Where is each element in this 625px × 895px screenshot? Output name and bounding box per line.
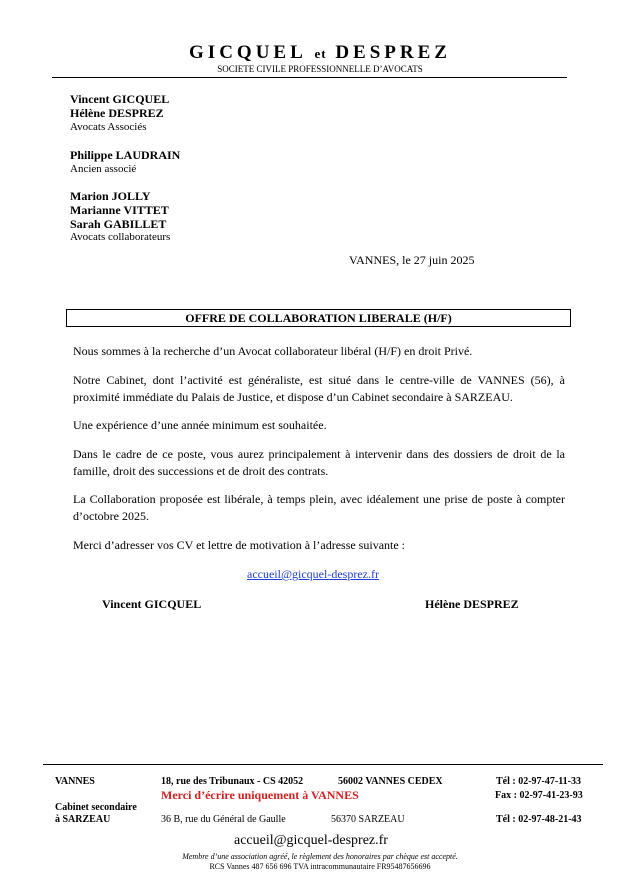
footer-notice: Merci d’écrire uniquement à VANNES [161, 788, 359, 802]
body-paragraph: Dans le cadre de ce poste, vous aurez principalement à intervenir dans des dossiers de droit de la famille, droit des successions et de droit des contrats. [73, 447, 565, 478]
body-paragraph: Une expérience d’une année minimum est souhaitée. [73, 418, 327, 432]
collaborator-name: Sarah GABILLET [70, 217, 167, 231]
partner-name: Vincent GICQUEL [70, 92, 170, 106]
footer-divider [43, 764, 603, 765]
firm-name-et: et [314, 46, 327, 61]
body-paragraph: Nous sommes à la recherche d’un Avocat collaborateur libéral (H/F) en droit Privé. [73, 344, 473, 358]
footer-vannes-address: 18, rue des Tribunaux - CS 42052 [161, 776, 304, 787]
footer-sarzeau-label: à SARZEAU [55, 814, 111, 825]
footer-tel-vannes: Tél : 02-97-47-11-33 [496, 776, 581, 787]
signature-right: Hélène DESPREZ [425, 597, 519, 611]
footer-vannes-label: VANNES [55, 776, 95, 787]
footer-tel-sarzeau: Tél : 02-97-48-21-43 [496, 814, 582, 825]
footer-email: accueil@gicquel-desprez.fr [234, 833, 388, 848]
footer-vannes-postal: 56002 VANNES CEDEX [338, 776, 443, 787]
firm-name-part2: DESPREZ [335, 42, 451, 63]
letter-date: VANNES, le 27 juin 2025 [349, 253, 475, 267]
contact-email-link[interactable]: accueil@gicquel-desprez.fr [247, 567, 379, 581]
footer-rcs: RCS Vannes 487 656 696 TVA intracommunautaire FR95487656696 [209, 862, 431, 871]
former-partner-role: Ancien associé [70, 163, 137, 175]
body-paragraph: Notre Cabinet, dont l’activité est généraliste, est situé dans le centre-ville de VANNES (56), à proximité immédiate du Palais de Justice, et dispose d’un Cabinet secondaire à SARZEAU. [73, 373, 565, 404]
firm-name [0, 42, 625, 64]
footer-fax-vannes: Fax : 02-97-41-23-93 [495, 790, 583, 801]
partners-role: Avocats Associés [70, 121, 147, 133]
partner-name: Hélène DESPREZ [70, 106, 164, 120]
former-partner-name: Philippe LAUDRAIN [70, 148, 181, 162]
collaborators-role: Avocats collaborateurs [70, 231, 171, 243]
signature-left: Vincent GICQUEL [102, 597, 202, 611]
body-paragraph: Merci d’adresser vos CV et lettre de motivation à l’adresse suivante : [73, 538, 406, 552]
footer-sarzeau-label: Cabinet secondaire [55, 802, 137, 813]
firm-subtitle: SOCIETE CIVILE PROFESSIONNELLE D’AVOCATS [217, 64, 423, 74]
header-divider [52, 77, 567, 78]
firm-name-part1: GICQUEL [189, 42, 306, 63]
footer-association-note: Membre d’une association agréé, le règlement des honoraires par chèque est accepté. [182, 852, 458, 861]
collaborator-name: Marianne VITTET [70, 203, 169, 217]
body-paragraph: La Collaboration proposée est libérale, à temps plein, avec idéalement une prise de poste à compter d’octobre 2025. [73, 492, 565, 523]
offer-title: OFFRE DE COLLABORATION LIBERALE (H/F) [66, 309, 571, 327]
footer-sarzeau-address: 36 B, rue du Général de Gaulle [161, 814, 286, 825]
footer-sarzeau-postal: 56370 SARZEAU [331, 814, 405, 825]
collaborator-name: Marion JOLLY [70, 189, 151, 203]
